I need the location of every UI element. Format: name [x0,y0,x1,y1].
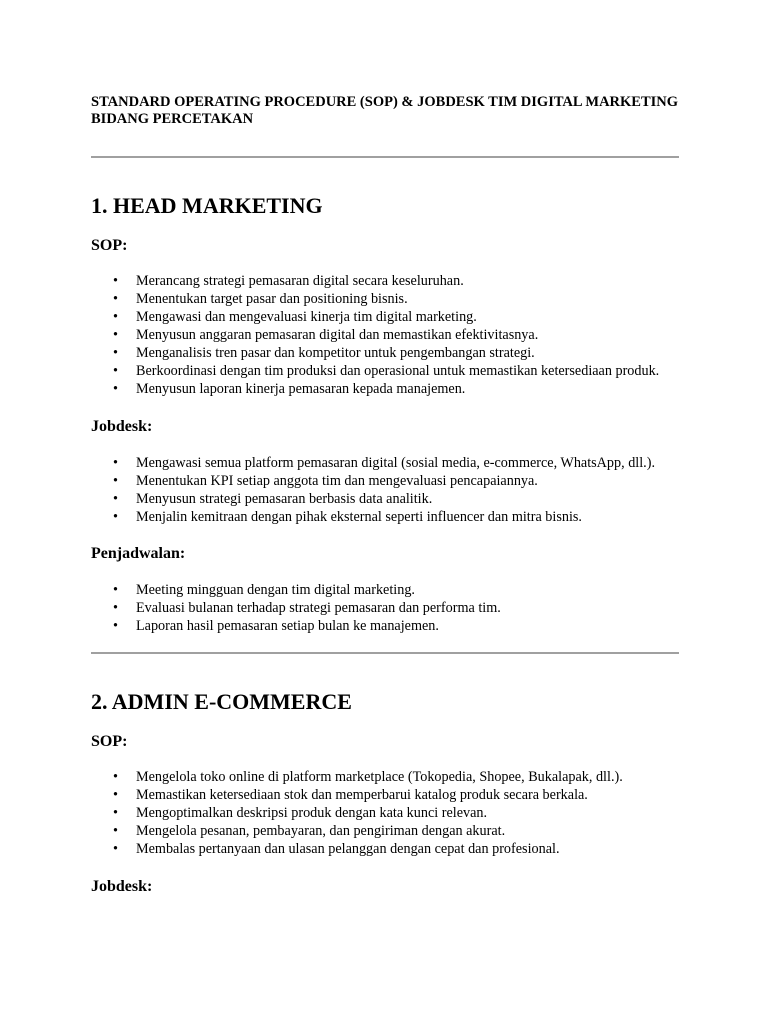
list-item [91,290,679,308]
list-item [91,380,679,398]
list-item-text: Laporan hasil pemasaran setiap bulan ke manajemen. [136,618,439,634]
document-page [91,94,679,897]
bullet-icon: • [113,455,118,471]
bullet-icon: • [113,327,118,343]
subheading-jobdesk: Jobdesk: [91,878,153,895]
bullet-icon: • [113,345,118,361]
list-item-text: Menyusun strategi pemasaran berbasis data analitik. [136,491,433,507]
list-item [91,768,679,786]
bullet-icon: • [113,841,118,857]
list-item-text: Menyusun anggaran pemasaran digital dan memastikan efektivitasnya. [136,327,539,343]
subheading-jobdesk: Jobdesk: [91,418,153,435]
bullet-icon: • [113,473,118,489]
section-heading-head-marketing: 1. HEAD MARKETING [91,193,323,218]
jobdesk-list [91,454,679,526]
section-heading-admin-ecommerce: 2. ADMIN E-COMMERCE [91,689,352,714]
list-item [91,599,679,617]
list-item-text: Evaluasi bulanan terhadap strategi pemasaran dan performa tim. [136,600,501,616]
bullet-icon: • [113,273,118,289]
list-item-text: Mengelola pesanan, pembayaran, dan pengiriman dengan akurat. [136,823,506,839]
list-item [91,581,679,599]
list-item-text: Mengelola toko online di platform marketplace (Tokopedia, Shopee, Bukalapak, dll.). [136,769,623,785]
list-item-text: Mengawasi semua platform pemasaran digital (sosial media, e-commerce, WhatsApp, dll.). [136,455,655,471]
list-item-text: Merancang strategi pemasaran digital secara keseluruhan. [136,273,464,289]
bullet-icon: • [113,381,118,397]
list-item-text: Membalas pertanyaan dan ulasan pelanggan dengan cepat dan profesional. [136,841,560,857]
subheading-sop: SOP: [91,733,128,750]
bullet-icon: • [113,291,118,307]
list-item-text: Berkoordinasi dengan tim produksi dan operasional untuk memastikan ketersediaan produk. [136,363,660,379]
bullet-icon: • [113,805,118,821]
list-item [91,344,679,362]
penjadwalan-list [91,581,679,635]
bullet-icon: • [113,509,118,525]
list-item [91,508,679,526]
list-item-text: Mengoptimalkan deskripsi produk dengan kata kunci relevan. [136,805,488,821]
list-item [91,362,679,380]
bullet-icon: • [113,491,118,507]
bullet-icon: • [113,309,118,325]
sop-list [91,272,679,398]
list-item [91,272,679,290]
list-item-text: Menyusun laporan kinerja pemasaran kepada manajemen. [136,381,466,397]
list-item [91,454,679,472]
list-item [91,617,679,635]
bullet-icon: • [113,823,118,839]
subheading-penjadwalan: Penjadwalan: [91,545,186,562]
list-item [91,326,679,344]
list-item-text: Mengawasi dan mengevaluasi kinerja tim digital marketing. [136,309,477,325]
list-item-text: Menganalisis tren pasar dan kompetitor untuk pengembangan strategi. [136,345,535,361]
bullet-icon: • [113,787,118,803]
list-item-text: Menentukan target pasar dan positioning bisnis. [136,291,408,307]
list-item [91,804,679,822]
bullet-icon: • [113,363,118,379]
list-item [91,490,679,508]
sop-list [91,768,679,858]
list-item [91,786,679,804]
list-item-text: Menentukan KPI setiap anggota tim dan mengevaluasi pencapaiannya. [136,473,538,489]
list-item [91,840,679,858]
list-item-text: Meeting mingguan dengan tim digital marketing. [136,582,415,598]
bullet-icon: • [113,618,118,634]
list-item-text: Menjalin kemitraan dengan pihak eksternal seperti influencer dan mitra bisnis. [136,509,582,525]
list-item [91,822,679,840]
bullet-icon: • [113,600,118,616]
bullet-icon: • [113,769,118,785]
bullet-icon: • [113,582,118,598]
subheading-sop: SOP: [91,237,128,254]
list-item [91,308,679,326]
section-divider [91,156,679,158]
list-item-text: Memastikan ketersediaan stok dan memperbarui katalog produk secara berkala. [136,787,588,803]
section-divider [91,652,679,654]
document-title: STANDARD OPERATING PROCEDURE (SOP) & JOBDESK TIM DIGITAL MARKETING BIDANG PERCETAKAN [91,94,679,127]
list-item [91,472,679,490]
